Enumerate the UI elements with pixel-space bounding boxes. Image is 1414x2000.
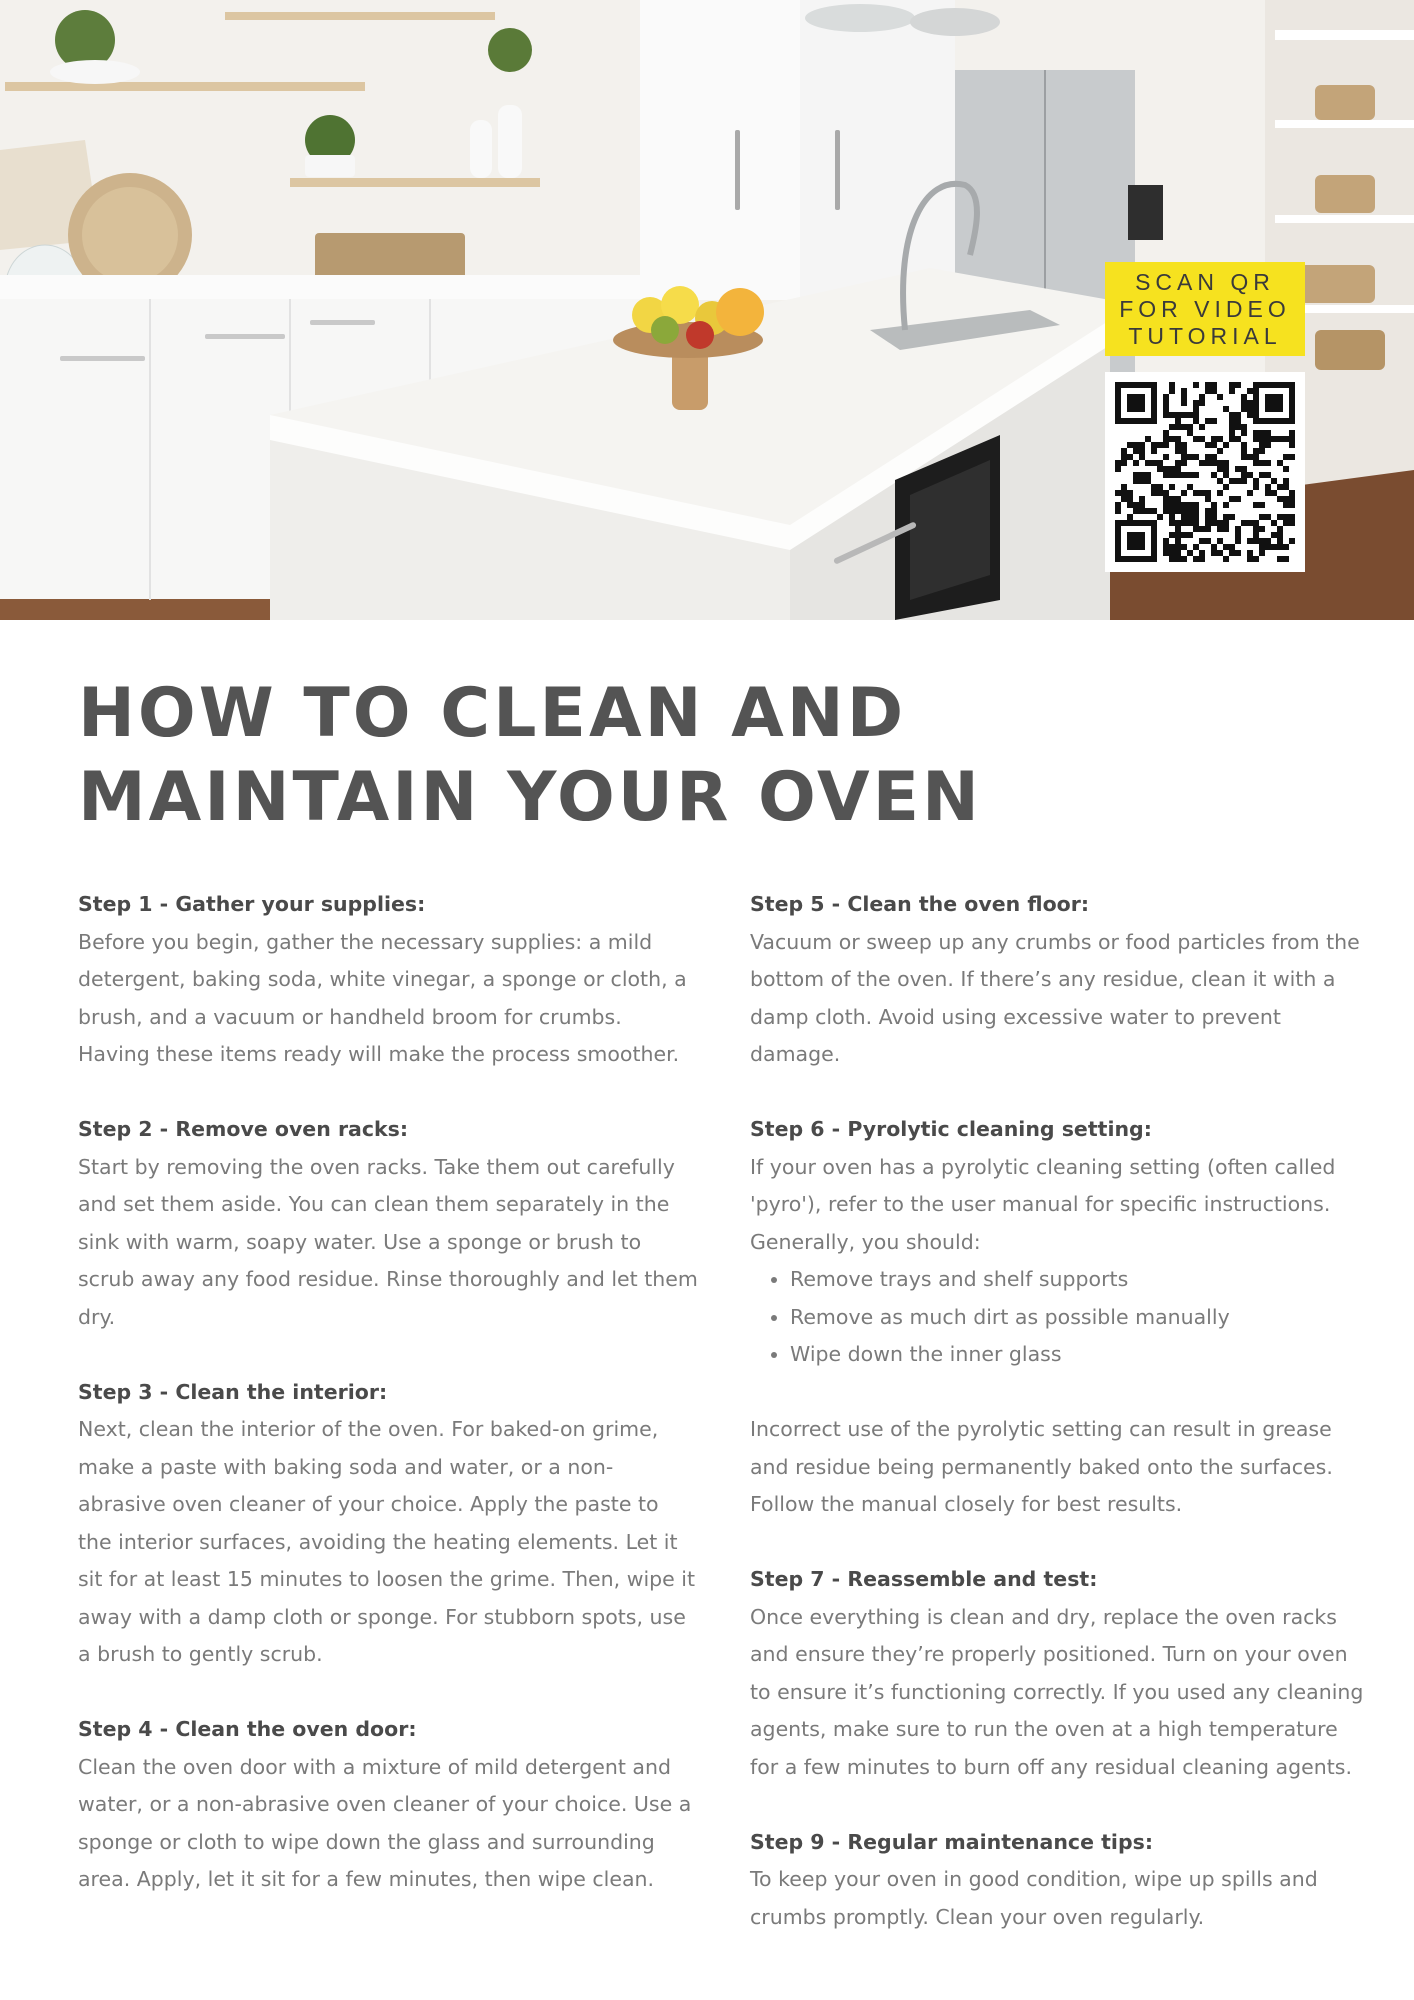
step-6-bullet-list bbox=[750, 1261, 1370, 1374]
qr-code-graphic bbox=[1105, 372, 1305, 572]
qr-label-line-1: SCAN QR bbox=[1135, 268, 1275, 295]
kitchen-hero-image bbox=[0, 0, 1414, 620]
qr-label-line-3: TUTORIAL bbox=[1128, 322, 1282, 349]
qr-code[interactable] bbox=[1105, 372, 1305, 572]
qr-label-line-2: FOR VIDEO bbox=[1119, 295, 1291, 322]
step-6-bullet-1: • Remove trays and shelf supports bbox=[790, 1261, 1370, 1299]
step-1-body: Before you begin, gather the necessary supplies: a mild detergent, baking soda, white vinegar, a sponge or cloth, a brush, and a vacuum or handheld broom for crumbs. Having these items ready will make the process smoother. bbox=[78, 929, 687, 1066]
step-9 bbox=[750, 1824, 1370, 1937]
step-4-body: Clean the oven door with a mixture of mild detergent and water, or a non-abrasive oven cleaner of your choice. Use a sponge or cloth to wipe down the glass and surrounding area. Apply, let it sit for a few minutes, then wipe clean. bbox=[78, 1754, 692, 1891]
title-line-2: MAINTAIN YOUR OVEN bbox=[78, 758, 982, 837]
step-4 bbox=[78, 1711, 698, 1899]
right-column bbox=[750, 886, 1370, 1974]
step-7 bbox=[750, 1561, 1370, 1786]
step-7-body: Once everything is clean and dry, replace the oven racks and ensure they’re properly positioned. Turn on your oven to ensure it’s functioning correctly. If you used any cleaning agents, make sure to run the oven at a high temperature for a few minutes to burn off any residual cleaning agents. bbox=[750, 1604, 1364, 1779]
step-6-body: If your oven has a pyrolytic cleaning setting (often called 'pyro'), refer to the user manual for specific instructions. Generally, you should: bbox=[750, 1154, 1336, 1254]
page-title bbox=[78, 672, 1178, 840]
step-9-body: To keep your oven in good condition, wipe up spills and crumbs promptly. Clean your oven regularly. bbox=[750, 1867, 1318, 1929]
step-3-heading: Step 3 - Clean the interior: bbox=[78, 1379, 388, 1404]
step-4-heading: Step 4 - Clean the oven door: bbox=[78, 1717, 417, 1741]
scan-qr-label bbox=[1105, 262, 1305, 356]
step-9-heading: Step 9 - Regular maintenance tips: bbox=[750, 1829, 1154, 1854]
step-2-heading: Step 2 - Remove oven racks: bbox=[78, 1117, 409, 1141]
step-6-bullet-3: • Wipe down the inner glass bbox=[790, 1336, 1370, 1374]
title-line-1: HOW TO CLEAN AND bbox=[78, 674, 907, 753]
step-6 bbox=[750, 1111, 1370, 1524]
step-1-heading: Step 1 - Gather your supplies: bbox=[78, 892, 426, 916]
step-2 bbox=[78, 1111, 698, 1336]
step-6-note: Incorrect use of the pyrolytic setting can result in grease and residue being permanently baked onto the surfaces. Follow the manual closely for best results. bbox=[750, 1417, 1333, 1516]
left-column bbox=[78, 886, 698, 1936]
step-5 bbox=[750, 886, 1370, 1074]
step-5-heading: Step 5 - Clean the oven floor: bbox=[750, 892, 1090, 916]
step-5-body: Vacuum or sweep up any crumbs or food particles from the bottom of the oven. If there’s any residue, clean it with a damp cloth. Avoid using excessive water to prevent damage. bbox=[750, 929, 1360, 1066]
step-6-heading: Step 6 - Pyrolytic cleaning setting: bbox=[750, 1117, 1152, 1141]
step-3 bbox=[78, 1374, 698, 1674]
step-7-heading: Step 7 - Reassemble and test: bbox=[750, 1567, 1098, 1591]
step-6-bullet-2: • Remove as much dirt as possible manually bbox=[790, 1299, 1370, 1337]
step-3-body: Next, clean the interior of the oven. For baked-on grime, make a paste with baking soda and water, or a non-abrasive oven cleaner of your choice. Apply the paste to the interior surfaces, avoiding the heating elements. Let it sit for at least 15 minutes to loosen the grime. Then, wipe it away with a damp cloth or sponge. For stubborn spots, use a brush to gently scrub. bbox=[78, 1417, 696, 1666]
step-1 bbox=[78, 886, 698, 1074]
step-2-body: Start by removing the oven racks. Take them out carefully and set them aside. You can clean them separately in the sink with warm, soapy water. Use a sponge or brush to scrub away any food residue. Rinse thoroughly and let them dry. bbox=[78, 1154, 698, 1329]
